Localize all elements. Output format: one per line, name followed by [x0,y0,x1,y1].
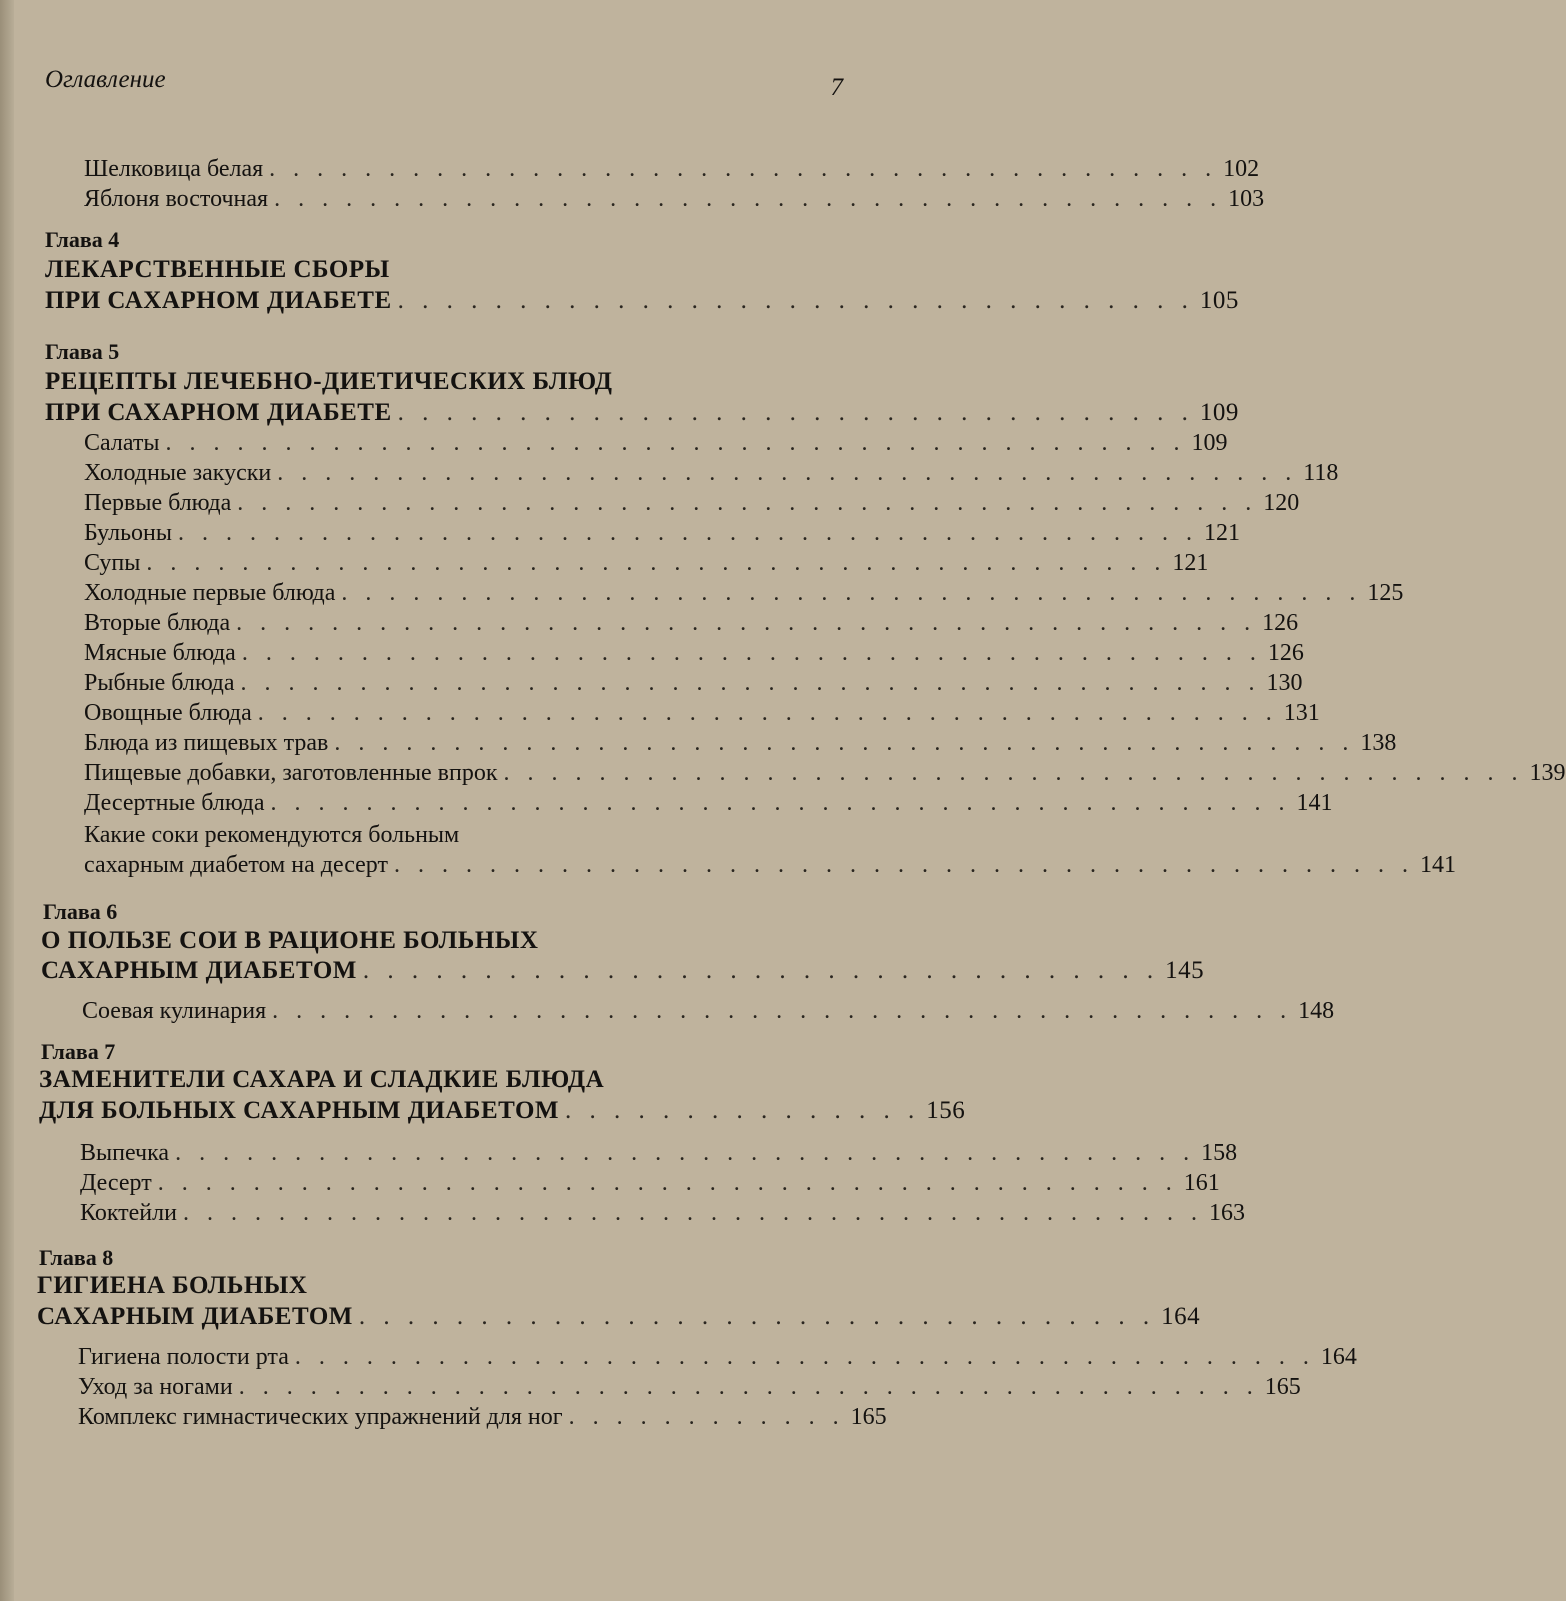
toc-entry-page: 139 [1529,760,1566,786]
chapter-title: ПРИ САХАРНОМ ДИАБЕТЕ [45,287,392,314]
toc-entry-page: 164 [1161,1303,1201,1330]
chapter-title: ДЛЯ БОЛЬНЫХ САХАРНЫМ ДИАБЕТОМ [39,1097,560,1124]
toc-entry-title: Пищевые добавки, заготовленные впрок [84,760,498,786]
toc-entry[interactable] [84,638,1304,668]
chapter-label: Глава 6 [43,899,118,924]
toc-entry-page: 165 [850,1404,887,1430]
toc-leader-dots: . . . . . . . . . . . . [568,1404,845,1430]
toc-leader-dots: . . . . . . . . . . . . . . . . . . . . . . . . . . . . . . . . . [362,957,1160,984]
toc-entry[interactable] [84,184,1265,214]
toc-entry[interactable] [84,548,1209,578]
toc-entry-title: Десертные блюда [84,790,265,816]
toc-entry[interactable] [78,1402,887,1432]
toc-leader-dots: . . . . . . . . . . . . . . . . . . . . . . . . . . . . . . . . . . . . . . . . . . . [277,460,1298,486]
toc-entry-page: 158 [1201,1140,1238,1166]
toc-entry[interactable] [80,1138,1238,1168]
page-number: 7 [830,74,843,101]
toc-entry-page: 164 [1320,1344,1357,1370]
toc-entry-page: 156 [926,1097,966,1124]
toc-entry[interactable] [84,758,1566,788]
toc-entry-page: 105 [1199,287,1239,314]
toc-leader-dots: . . . . . . . . . . . . . . . . . . . . . . . . . . . . . . . . . . . . . . . . [274,186,1223,212]
chapter-entry[interactable] [39,1096,966,1126]
toc-leader-dots: . . . . . . . . . . . . . . . . . . . . . . . . . . . . . . . . . [358,1303,1156,1330]
chapter-entry[interactable] [37,1302,1201,1332]
toc-entry-title: Шелковица белая [84,156,264,182]
toc-entry-title: Холодные первые блюда [84,580,336,606]
toc-entry[interactable] [84,428,1228,458]
toc-entry-title: Супы [84,550,141,576]
toc-entry-page: 163 [1208,1200,1245,1226]
toc-entry-title: Бульоны [84,520,173,546]
toc-leader-dots: . . . . . . . . . . . . . . . . . . . . . . . . . . . . . . . . . . . . . . . . . . . [393,852,1414,878]
toc-leader-dots: . . . . . . . . . . . . . . . . . . . . . . . . . . . . . . . . . . . . . . . . . . . [341,580,1362,606]
chapter-label: Глава 5 [45,339,120,364]
toc-entry-page: 126 [1267,640,1304,666]
toc-entry-title: Коктейли [80,1200,177,1226]
chapter-title: О ПОЛЬЗЕ СОИ В РАЦИОНЕ БОЛЬНЫХ [41,927,539,954]
toc-leader-dots: . . . . . . . . . . . . . . . . . . . . . . . . . . . . . . . . . . . . . . . . . . . [146,550,1167,576]
toc-leader-dots: . . . . . . . . . . . . . . . . . . . . . . . . . . . . . . . . . . . . . . . . . . . [503,760,1524,786]
toc-entry-title: Холодные закуски [84,460,272,486]
toc-entry[interactable] [84,608,1299,638]
toc-leader-dots: . . . . . . . . . . . . . . . . . . . . . . . . . . . . . . . . . . . . . . . . . . . [175,1140,1196,1166]
toc-entry-title: Первые блюда [84,490,232,516]
chapter-entry[interactable] [45,286,1239,316]
toc-leader-dots: . . . . . . . . . . . . . . . . . . . . . . . . . . . . . . . . . [397,287,1194,314]
chapter-title: ЗАМЕНИТЕЛИ САХАРА И СЛАДКИЕ БЛЮДА [39,1066,605,1093]
toc-entry-page: 125 [1367,580,1404,606]
toc-entry-page: 126 [1262,610,1299,636]
toc-entry[interactable] [84,458,1339,488]
toc-entry[interactable] [84,488,1300,518]
toc-entry[interactable] [80,1198,1245,1228]
chapter-label: Глава 4 [45,227,120,252]
chapter-title: САХАРНЫМ ДИАБЕТОМ [37,1303,353,1330]
toc-entry-page: 109 [1191,430,1228,456]
toc-entry-title: Какие соки рекомендуются больным [84,822,460,848]
toc-leader-dots: . . . . . . . . . . . . . . . . . . . . . . . . . . . . . . . . . . . . . . . . . . . [236,610,1257,636]
toc-leader-dots: . . . . . . . . . . . . . . . . . . . . . . . . . . . . . . . . . . . . . . . . . . . [182,1200,1203,1226]
toc-entry-title: Рыбные блюда [84,670,235,696]
toc-entry-page: 120 [1263,490,1300,516]
chapter-title: РЕЦЕПТЫ ЛЕЧЕБНО-ДИЕТИЧЕСКИХ БЛЮД [45,368,613,395]
toc-leader-dots: . . . . . . . . . . . . . . . . . . . . . . . . . . . . . . . . . . . . . . . . [269,156,1218,182]
toc-entry[interactable] [84,518,1241,548]
chapter-entry[interactable] [41,956,1205,986]
toc-entry-title: Овощные блюда [84,700,252,726]
toc-entry[interactable] [84,850,1456,880]
toc-entry-page: 138 [1360,730,1397,756]
toc-entry-page: 141 [1419,852,1456,878]
toc-leader-dots: . . . . . . . . . . . . . . . . . . . . . . . . . . . . . . . . . . . . . . . . . . . [237,490,1258,516]
toc-entry[interactable] [78,1372,1301,1402]
toc-entry-page: 161 [1183,1170,1220,1196]
toc-leader-dots: . . . . . . . . . . . . . . . . . . . . . . . . . . . . . . . . . . . . . . . . . . . [165,430,1186,456]
toc-entry[interactable] [80,1168,1220,1198]
toc-entry-title: Десерт [80,1170,152,1196]
toc-entry[interactable] [78,1342,1357,1372]
toc-entry-page: 131 [1283,700,1320,726]
toc-entry-page: 165 [1264,1374,1301,1400]
toc-leader-dots: . . . . . . . . . . . . . . . . . . . . . . . . . . . . . . . . . . . . . . . . . . . [257,700,1278,726]
toc-leader-dots: . . . . . . . . . . . . . . . . . . . . . . . . . . . . . . . . . . . . . . . . . . . [238,1374,1259,1400]
toc-leader-dots: . . . . . . . . . . . . . . . . . . . . . . . . . . . . . . . . . [397,399,1194,426]
toc-entry[interactable] [84,154,1260,184]
toc-entry-title: Вторые блюда [84,610,231,636]
toc-entry-page: 130 [1266,670,1303,696]
toc-entry-title: Яблоня восточная [84,186,269,212]
toc-entry-title: Блюда из пищевых трав [84,730,329,756]
toc-leader-dots: . . . . . . . . . . . . . . . . . . . . . . . . . . . . . . . . . . . . . . . . . . . [240,670,1261,696]
toc-leader-dots: . . . . . . . . . . . . . . . . . . . . . . . . . . . . . . . . . . . . . . . . . . . [294,1344,1315,1370]
chapter-title: ГИГИЕНА БОЛЬНЫХ [37,1272,308,1299]
chapter-title: ПРИ САХАРНОМ ДИАБЕТЕ [45,399,392,426]
toc-entry[interactable] [84,698,1320,728]
chapter-label: Глава 7 [41,1039,116,1064]
toc-entry-page: 102 [1223,156,1260,182]
toc-entry-page: 141 [1296,790,1333,816]
toc-entry-title: Мясные блюда [84,640,236,666]
toc-entry-page: 118 [1303,460,1339,486]
toc-entry[interactable] [84,728,1397,758]
chapter-label: Глава 8 [39,1245,114,1270]
toc-entry-title: Уход за ногами [78,1374,233,1400]
toc-entry-page: 148 [1298,998,1335,1024]
toc-entry-title: сахарным диабетом на десерт [84,852,388,878]
toc-leader-dots: . . . . . . . . . . . . . . . . . . . . . . . . . . . . . . . . . . . . . . . . . . . [334,730,1355,756]
chapter-title: САХАРНЫМ ДИАБЕТОМ [41,957,357,984]
toc-leader-dots: . . . . . . . . . . . . . . . . . . . . . . . . . . . . . . . . . . . . . . . . . . . [270,790,1291,816]
toc-entry-title: Салаты [84,430,160,456]
toc-leader-dots: . . . . . . . . . . . . . . . . . . . . . . . . . . . . . . . . . . . . . . . . . . . [157,1170,1178,1196]
toc-entry-title: Гигиена полости рта [78,1344,289,1370]
chapter-entry[interactable] [45,398,1239,428]
toc-entry-page: 121 [1204,520,1241,546]
running-head: Оглавление [45,66,166,93]
toc-entry-page: 103 [1228,186,1265,212]
toc-entry-page: 145 [1165,957,1205,984]
toc-entry-page: 109 [1199,399,1239,426]
toc-leader-dots: . . . . . . . . . . . . . . . . . . . . . . . . . . . . . . . . . . . . . . . . . . . [178,520,1199,546]
toc-entry[interactable] [82,996,1335,1026]
toc-entry-title: Выпечка [80,1140,170,1166]
toc-entry-page: 121 [1172,550,1209,576]
toc-leader-dots: . . . . . . . . . . . . . . . [565,1097,921,1124]
toc-leader-dots: . . . . . . . . . . . . . . . . . . . . . . . . . . . . . . . . . . . . . . . . . . . [241,640,1262,666]
toc-entry[interactable] [84,668,1303,698]
chapter-title: ЛЕКАРСТВЕННЫЕ СБОРЫ [45,256,390,283]
toc-entry-title: Комплекс гимнастических упражнений для ног [78,1404,563,1430]
toc-entry[interactable] [84,578,1404,608]
toc-entry-title: Соевая кулинария [82,998,267,1024]
toc-leader-dots: . . . . . . . . . . . . . . . . . . . . . . . . . . . . . . . . . . . . . . . . . . . [272,998,1293,1024]
toc-entry[interactable] [84,788,1333,818]
